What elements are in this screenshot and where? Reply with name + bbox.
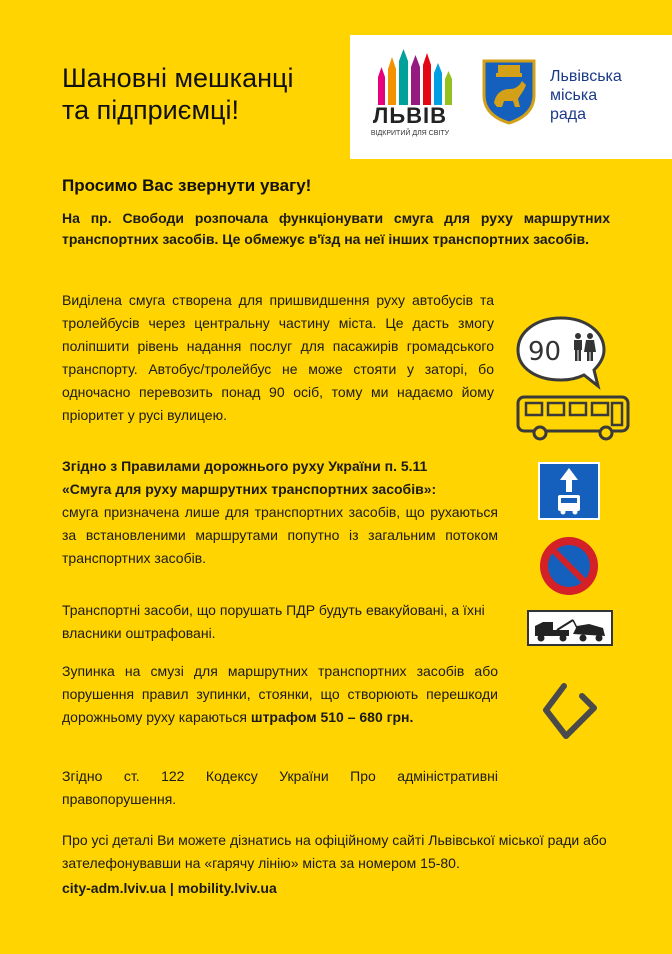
code-reference-paragraph: Згідно ст. 122 Кодексу України Про адміністративні правопорушення.	[62, 768, 498, 807]
rules-description: смуга призначена лише для транспортних засобів, що рухаються за встановленими маршрутами попутно із загальним потоком транспортних засобів.	[62, 504, 498, 566]
page-headline	[62, 62, 352, 126]
lviv-logo-word: ЛЬВІВ	[372, 103, 448, 128]
traffic-rules-paragraph	[62, 455, 498, 570]
evacuation-paragraph: Транспортні засоби, що порушать ПДР будуть евакуйовані, а їхні власники оштрафовані.	[62, 602, 485, 641]
council-name-line-3: рада	[550, 106, 587, 123]
website-links[interactable]: city-adm.lviv.ua | mobility.lviv.ua	[62, 880, 277, 896]
no-parking-sign-icon	[538, 535, 600, 597]
bus-lane-sign-icon	[538, 462, 600, 520]
city-council-name	[550, 67, 660, 124]
lviv-logo-tagline: ВІДКРИТИЙ ДЛЯ СВІТУ	[370, 130, 450, 137]
fine-amount: штрафом 510 – 680 грн.	[250, 709, 414, 725]
tow-truck-icon	[527, 610, 613, 646]
coat-of-arms-icon	[482, 59, 536, 125]
bus-icon	[514, 393, 632, 443]
chevron-logo-icon	[540, 680, 600, 742]
rules-reference-line-2: «Смуга для руху маршрутних транспортних засобів»:	[62, 481, 437, 497]
lane-purpose-paragraph: Виділена смуга створена для пришвидшення руху автобусів та тролейбусів через центральну частину міста. Це дасть змогу поліпшити рівень надання послуг для пасажирів громадського транспорту. Автобус/тролейбус не може стояти у заторі, бо одночасно перевозить понад 90 осіб, тому ми надаємо йому пріоритет у русі вулицею.	[62, 292, 494, 423]
rules-reference-line-1: Згідно з Правилами дорожнього руху України п. 5.11	[62, 458, 428, 474]
contact-paragraph: Про усі деталі Ви можете дізнатись на офіційному сайті Львівської міської ради або зателефонувавши на «гарячу лінію» міста за номером 15-80.	[62, 832, 607, 871]
intro-paragraph: На пр. Свободи розпочала функціонувати смуга для руху маршрутних транспортних засобів. Це обмежує в'їзд на неї інших транспортних засобів.	[62, 210, 610, 247]
logo-panel	[350, 35, 672, 159]
fine-paragraph	[62, 660, 498, 729]
headline-line-2: та підприємці!	[62, 95, 239, 125]
fine-description: Зупинка на смузі для маршрутних транспортних засобів або порушення правил зупинки, стоянки, що створюють перешкоди дорожньому руху караються	[62, 663, 498, 725]
bubble-number: 90	[528, 337, 562, 367]
passengers-bubble-icon	[512, 312, 610, 392]
council-name-line-2: міська	[550, 87, 598, 104]
council-name-line-1: Львівська	[550, 68, 622, 85]
headline-line-1: Шановні мешканці	[62, 63, 294, 93]
section-title: Просимо Вас звернути увагу!	[62, 176, 312, 195]
